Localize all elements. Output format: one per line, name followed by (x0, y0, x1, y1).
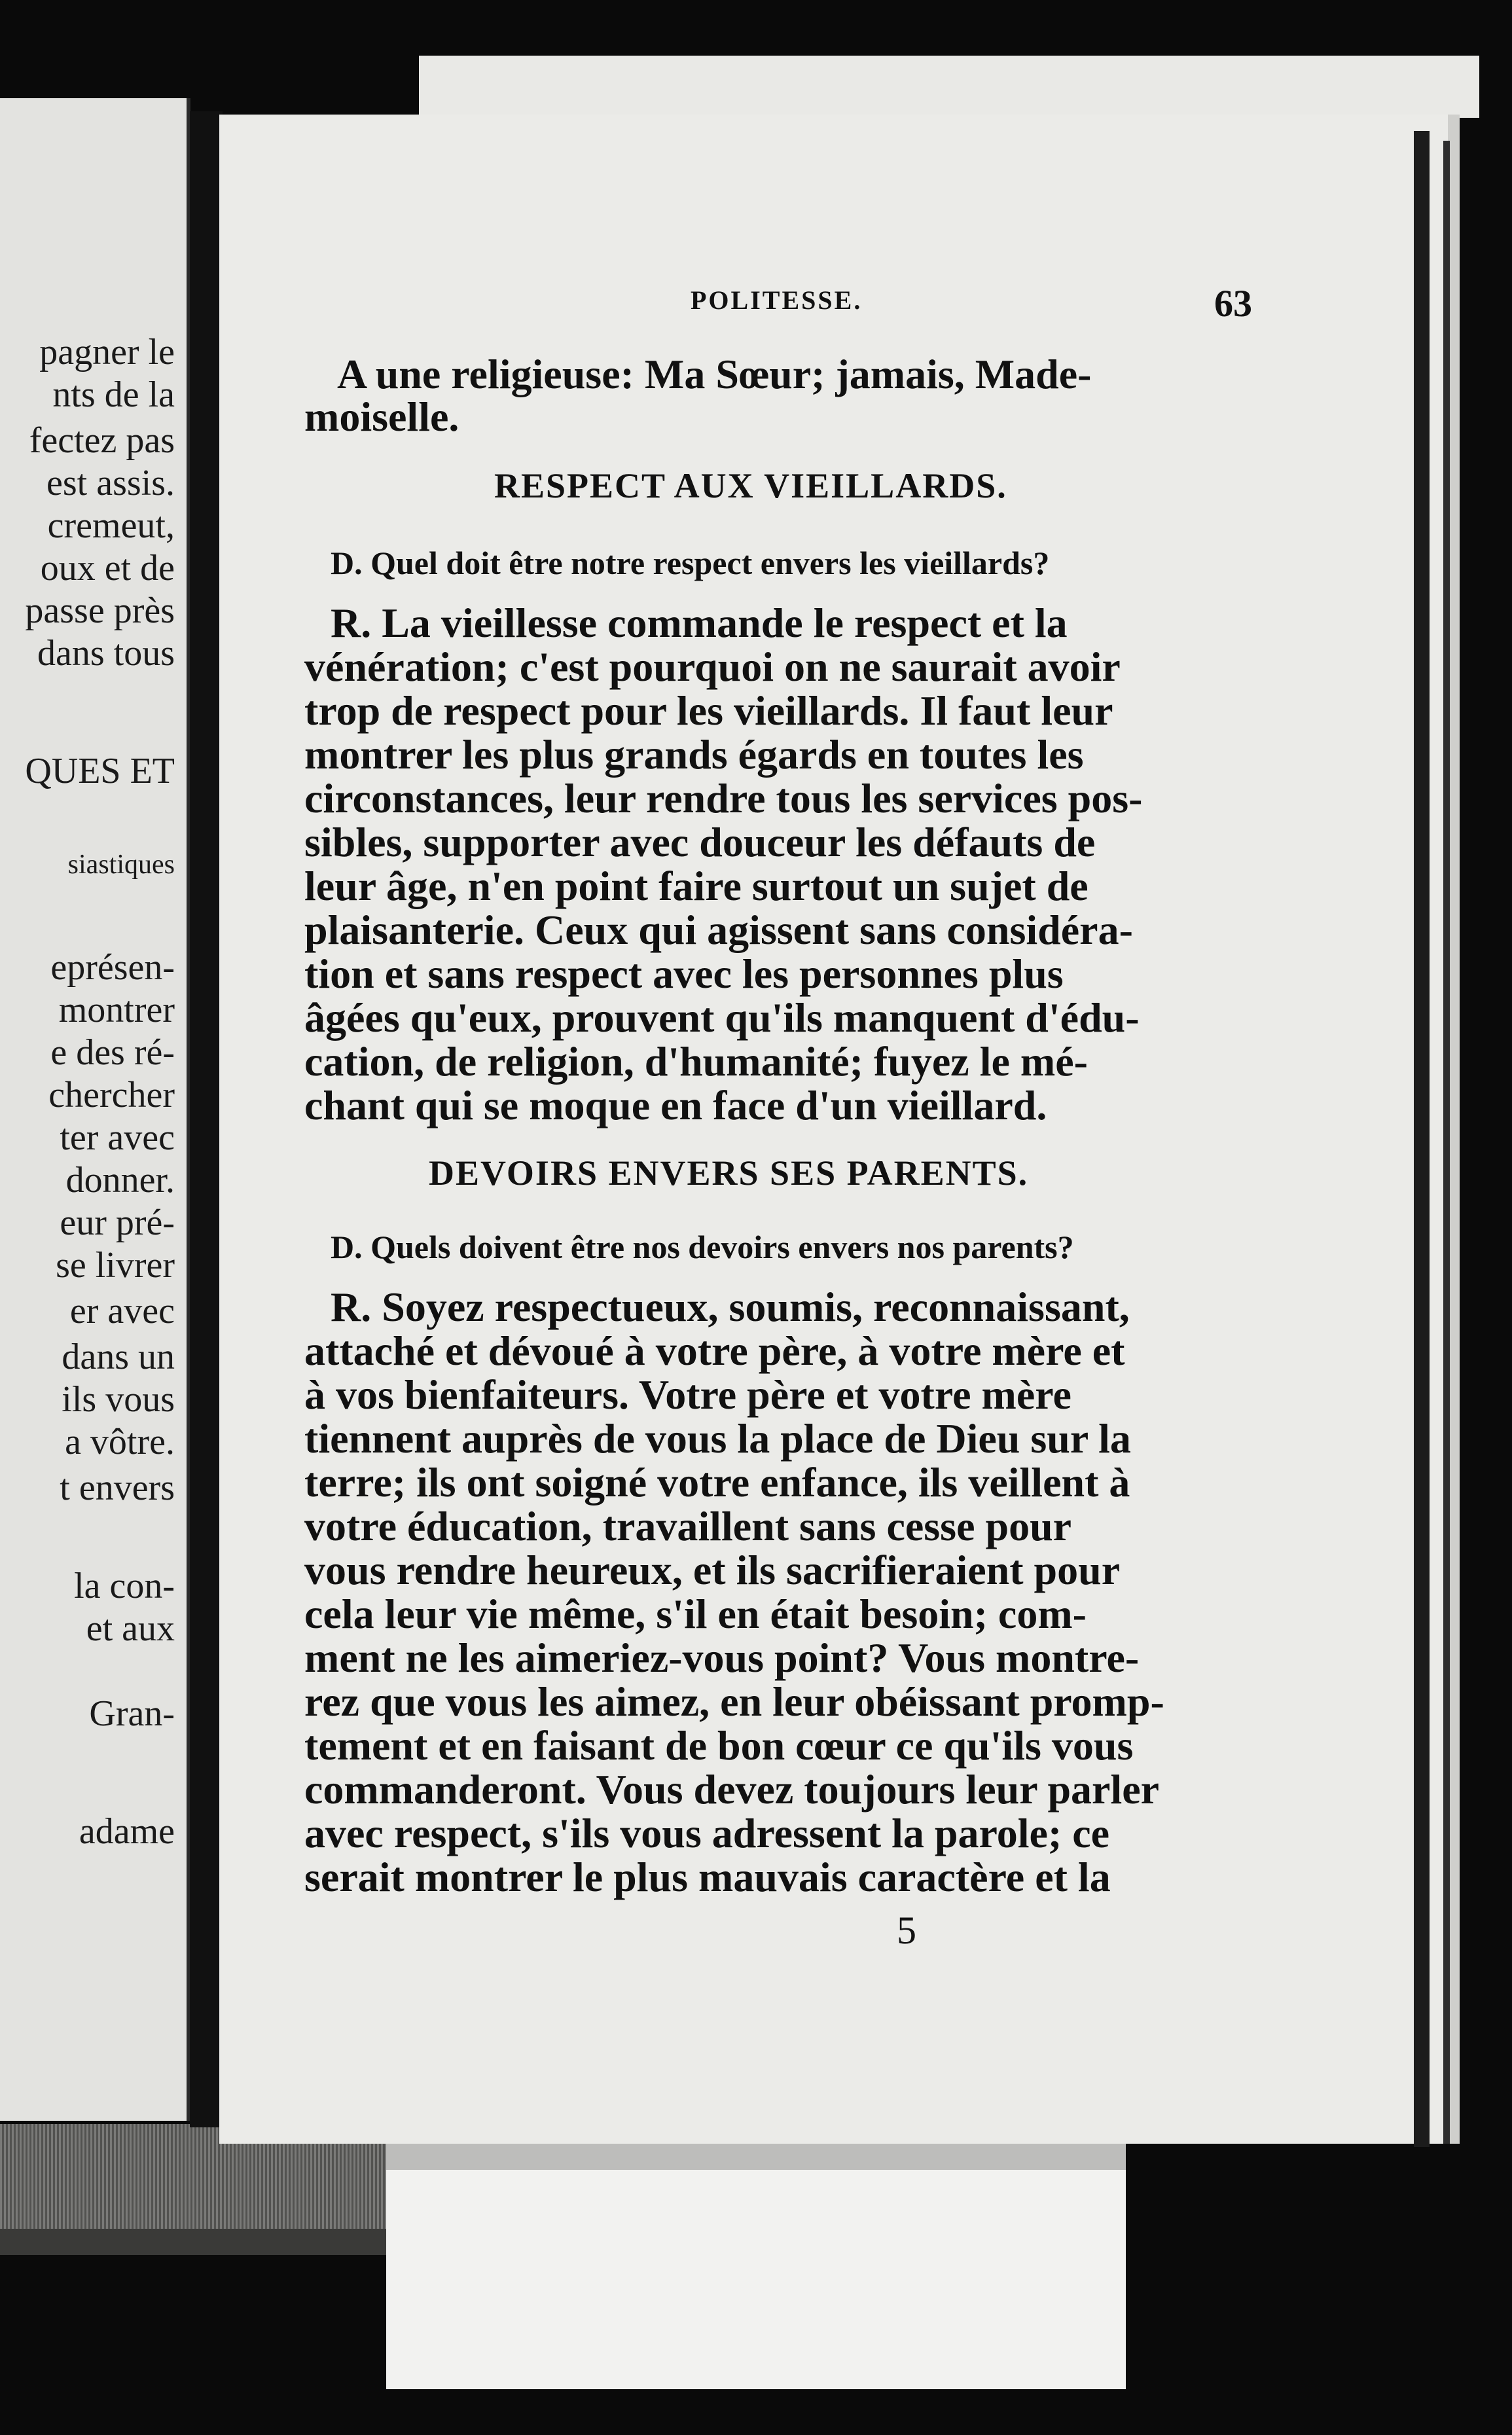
answer-line: ment ne les aimeriez-vous point? Vous montre- (304, 1634, 1140, 1681)
answer-line: sibles, supporter avec douceur les défauts de (304, 819, 1096, 865)
answer-line: âgées qu'eux, prouvent qu'ils manquent d'édu- (304, 994, 1140, 1041)
left-page-line: ils vous (62, 1379, 175, 1420)
section-heading: DEVOIRS ENVERS SES PARENTS. (429, 1153, 1029, 1193)
answer-line: chant qui se moque en face d'un vieillard. (304, 1082, 1047, 1128)
running-head: POLITESSE. (691, 285, 863, 315)
page-edge-shadow (1414, 131, 1430, 2147)
question-line: D. Quel doit être notre respect envers les vieillards? (331, 545, 1050, 581)
left-page-line: adame (79, 1811, 175, 1852)
left-page-line: t envers (60, 1468, 175, 1508)
left-facing-page (0, 98, 190, 2121)
answer-line: rez que vous les aimez, en leur obéissant promp- (304, 1678, 1164, 1725)
main-page (219, 115, 1460, 2144)
paper-strip-bottom-edge (386, 2140, 1126, 2170)
answer-line: vénération; c'est pourquoi on ne saurait avoir (304, 643, 1121, 690)
answer-line: tion et sans respect avec les personnes plus (304, 950, 1064, 997)
left-page-line: nts de la (52, 374, 175, 415)
answer-line: attaché et dévoué à votre père, à votre mère et (304, 1327, 1125, 1374)
left-page-line: eur pré- (60, 1202, 175, 1243)
paper-strip-top (419, 56, 1479, 118)
left-page-line: Gran- (89, 1693, 175, 1734)
answer-line: cela leur vie même, s'il en était besoin; com- (304, 1591, 1087, 1637)
answer-line: votre éducation, travaillent sans cesse pour (304, 1503, 1072, 1549)
left-page-line: chercher (48, 1075, 175, 1115)
left-page-line: ter avec (60, 1117, 175, 1158)
answer-line: cation, de religion, d'humanité; fuyez le mé- (304, 1038, 1088, 1085)
intro-line: moiselle. (304, 393, 459, 440)
left-page-line: montrer (58, 990, 175, 1030)
signature-mark: 5 (897, 1909, 916, 1952)
binding-cloth-edge (0, 2229, 386, 2255)
section-heading: RESPECT AUX VIEILLARDS. (494, 466, 1007, 505)
left-page-line: cremeut, (47, 505, 175, 546)
answer-line: à vos bienfaiteurs. Votre père et votre mère (304, 1371, 1071, 1418)
left-page-line: siastiques (67, 850, 175, 880)
left-page-line: dans un (62, 1337, 175, 1377)
left-page-line: er avec (69, 1291, 175, 1331)
left-page-line: oux et de (40, 548, 175, 588)
question-line: D. Quels doivent être nos devoirs envers nos parents? (331, 1229, 1074, 1265)
book-gutter (190, 111, 223, 2127)
left-page-line: QUES ET (25, 751, 175, 791)
answer-line: trop de respect pour les vieillards. Il faut leur (304, 687, 1113, 734)
answer-line: serait montrer le plus mauvais caractère et la (304, 1854, 1111, 1900)
left-page-line: fectez pas (29, 420, 175, 461)
answer-line: plaisanterie. Ceux qui agissent sans considéra- (304, 907, 1133, 953)
left-page-line: e des ré- (50, 1032, 175, 1073)
answer-line: montrer les plus grands égards en toutes les (304, 731, 1084, 778)
left-page-line: eprésen- (50, 947, 175, 988)
left-page-line: passe près (25, 590, 175, 631)
left-page-line: se livrer (56, 1245, 175, 1286)
answer-line: R. La vieillesse commande le respect et la (331, 600, 1068, 646)
answer-line: terre; ils ont soigné votre enfance, ils veillent à (304, 1459, 1130, 1506)
answer-line: tement et en faisant de bon cœur ce qu'ils vous (304, 1722, 1134, 1769)
left-page-line: a vôtre. (65, 1422, 175, 1462)
intro-line: A une religieuse: Ma Sœur; jamais, Made- (337, 351, 1092, 397)
page-number: 63 (1214, 282, 1252, 325)
left-page-line: dans tous (37, 633, 175, 674)
page-edge-shadow-outer (1443, 141, 1450, 2144)
left-page-line: pagner le (39, 332, 175, 372)
answer-line: avec respect, s'ils vous adressent la parole; ce (304, 1810, 1110, 1856)
left-page-line: donner. (65, 1160, 175, 1200)
left-page-line: et aux (86, 1608, 175, 1649)
answer-line: circonstances, leur rendre tous les services pos- (304, 775, 1143, 821)
answer-line: leur âge, n'en point faire surtout un sujet de (304, 863, 1089, 909)
left-page-line: la con- (74, 1566, 175, 1606)
answer-line: commanderont. Vous devez toujours leur parler (304, 1766, 1160, 1813)
paper-strip-bottom (386, 2140, 1126, 2389)
answer-line: R. Soyez respectueux, soumis, reconnaissant, (331, 1284, 1130, 1330)
answer-line: tiennent auprès de vous la place de Dieu sur la (304, 1415, 1131, 1462)
answer-line: vous rendre heureux, et ils sacrifieraient pour (304, 1547, 1121, 1593)
left-page-line: est assis. (46, 463, 175, 503)
